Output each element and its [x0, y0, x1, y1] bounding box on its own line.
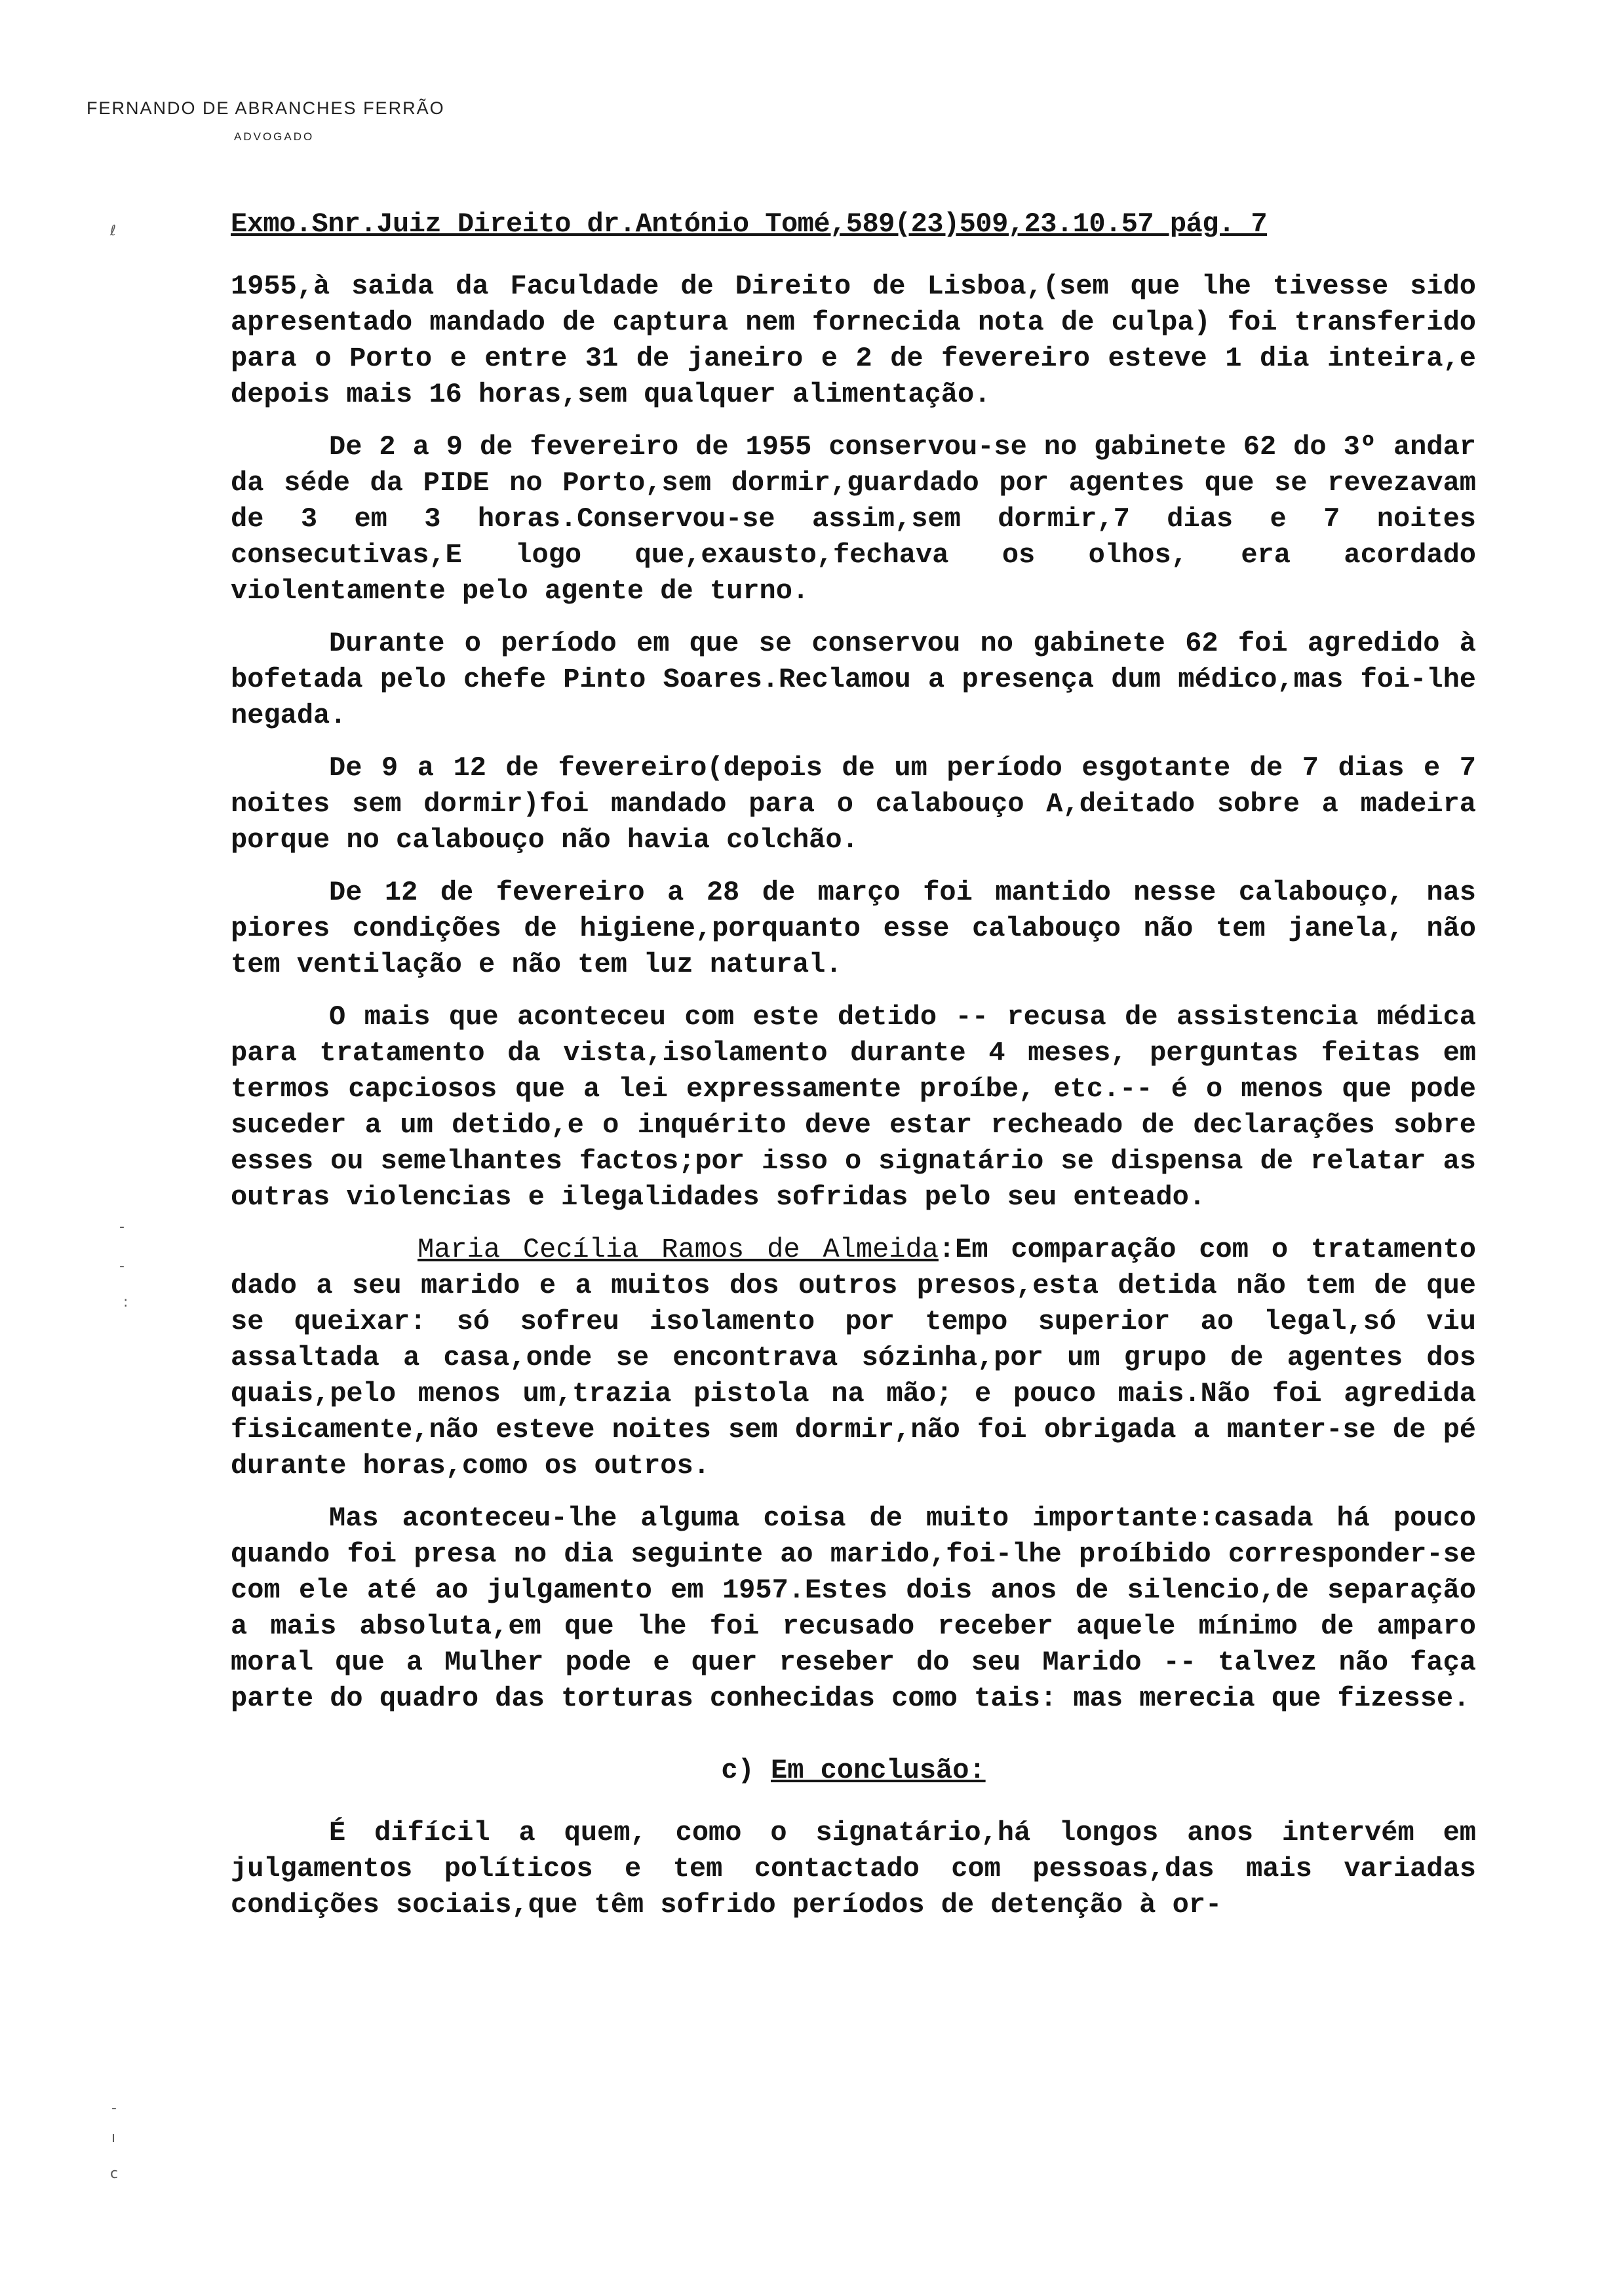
body-paragraph: Durante o período em que se conservou no gabinete 62 foi agredido à bofetada pelo chefe Pinto Soares.Reclamou a presença dum médico,mas foi-lhe negada. [231, 628, 1476, 731]
maria-paragraph [231, 1232, 1476, 1484]
body-paragraph: O mais que aconteceu com este detido -- recusa de assistencia médica para tratamento da vista,isolamento durante 4 meses, perguntas feitas em termos capciosos que a lei expressamente proíbe, etc.-- é o menos que pode suceder a um detido,e o inquérito deve estar recheado de declarações sobre esses ou semelhantes factos;por isso o signatário se dispensa de relatar as outras violencias e ilegalidades sofridas pelo seu enteado. [231, 1001, 1476, 1213]
margin-mark: - [111, 2100, 117, 2116]
body-paragraph: É difícil a quem, como o signatário,há longos anos intervém em julgamentos políticos e tem contactado com pessoas,das mais variadas condições sociais,que têm sofrido períodos de detenção à or- [231, 1817, 1476, 1921]
maria-text: :Em comparação com o tratamento dado a seu marido e a muitos dos outros presos,esta detida não tem de que se queixar: só sofreu isolamento por tempo superior ao legal,só viu assaltada a casa,onde se encontrava sózinha,por um grupo de agentes dos quais,pelo menos um,trazia pistola na mão; e pouco mais.Não foi agredida fisicamente,não esteve noites sem dormir,não foi obrigada a manter-se de pé durante horas,como os outros. [231, 1234, 1477, 1482]
margin-mark: ı [111, 2130, 116, 2146]
letterhead-title: ADVOGADO [234, 130, 315, 143]
body-paragraph: 1955,à saida da Faculdade de Direito de Lisboa,(sem que lhe tivesse sido apresentado mandado de captura nem fornecida nota de culpa) foi transferido para o Porto e entre 31 de janeiro e 2 de fevereiro esteve 1 dia inteira,e depois mais 16 horas,sem qualquer alimentação. [231, 271, 1476, 410]
letterhead-name: FERNANDO DE ABRANCHES FERRÃO [87, 98, 445, 118]
letterhead [87, 98, 445, 144]
person-name: Maria Cecília Ramos de Almeida [418, 1234, 939, 1265]
letter-body [231, 269, 1476, 1940]
margin-mark: ℓ [110, 223, 117, 239]
margin-mark: - [119, 1258, 125, 1274]
body-paragraph: De 9 a 12 de fevereiro(depois de um período esgotante de 7 dias e 7 noites sem dormir)foi mandado para o calabouço A,deitado sobre a madeira porque no calabouço não havia colchão. [231, 752, 1476, 856]
margin-mark: : [123, 1294, 128, 1311]
body-paragraph: Mas aconteceu-lhe alguma coisa de muito importante:casada há pouco quando foi presa no dia seguinte ao marido,foi-lhe proíbido corresponder-se com ele até ao julgamento em 1957.Estes dois anos de silencio,de separação a mais absoluta,em que lhe foi recusado receber aquele mínimo de amparo moral que a Mulher pode e quer reseber do seu Marido -- talvez não faça parte do quadro das torturas conhecidas como tais: mas merecia que fizesse. [231, 1502, 1476, 1714]
section-title: Em conclusão: [770, 1755, 986, 1786]
margin-mark: - [119, 1219, 125, 1235]
section-heading [231, 1753, 1476, 1789]
body-paragraph: De 12 de fevereiro a 28 de março foi mantido nesse calabouço, nas piores condições de higiene,porquanto esse calabouço não tem janela, não tem ventilação e não tem luz natural. [231, 877, 1476, 980]
body-paragraph: De 2 a 9 de fevereiro de 1955 conservou-se no gabinete 62 do 3º andar da séde da PIDE no Porto,sem dormir,guardado por agentes que se revezavam de 3 em 3 horas.Conservou-se assim,sem dormir,7 dias e 7 noites consecutivas,E logo que,exausto,fechava os olhos, era acordado violentamente pelo agente de turno. [231, 431, 1476, 607]
margin-mark: c [110, 2166, 119, 2182]
page-header-line: Exmo.Snr.Juiz Direito dr.António Tomé,589(23)509,23.10.57 pág. 7 [231, 208, 1268, 240]
section-label: c) [721, 1755, 771, 1786]
